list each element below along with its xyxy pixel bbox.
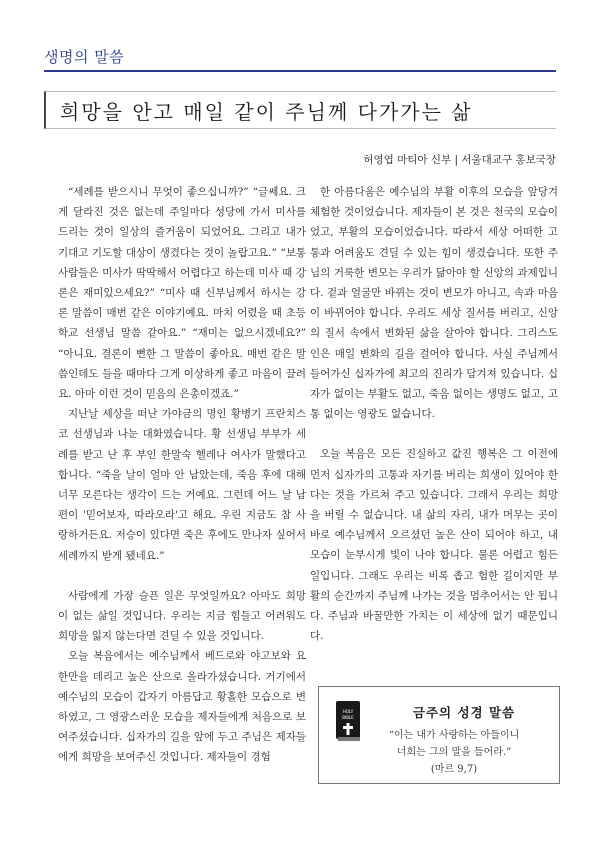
- paragraph: 오늘 복음에서는 예수님께서 베드로와 야고보와 요한만을 데리고 높은 산으로 올라가셨습니다. 거기에서 예수님의 모습이 갑자기 아름답고 황홀한 모습으로 변하였고, 그 영광스러운 모습을 제자들에게 처음으로 보여주셨습니다. 십자가의 길을 앞에 두고 주님은 제자들에게 희망을 보여주신 것입니다. 제자들이 경험: [58, 650, 306, 764]
- verse-box-title: 금주의 성경 말씀: [412, 705, 516, 720]
- author-byline: 허영엽 마티아 신부 | 서울대교구 홍보국장: [363, 154, 556, 166]
- verse-line: 너희는 그의 말을 들어라.”: [396, 747, 512, 758]
- header-divider: [44, 70, 556, 72]
- section-label: 생명의 말씀: [44, 48, 125, 66]
- title-bar: [44, 91, 556, 129]
- bible-cover-text: HOLY: [342, 709, 354, 714]
- verse-reference: (마르 9,7): [430, 764, 478, 775]
- left-column: [58, 182, 306, 768]
- paragraph: 오늘 복음은 모든 진실하고 값진 행복은 그 이전에 먼저 십자가의 고통과 자기를 버리는 희생이 있어야 한다는 것을 가르쳐 주고 있습니다. 그래서 우리는 희망을 버릴 수 없습니다. 내 삶의 자리, 내가 머무는 곳이 바로 예수님께서 오르셨던 높은 산이 되어야 하고, 내 모습이 눈부시게 빛이 나야 합니다. 물론 어렵고 힘든 일입니다. 그래도 우리는 비록 좁고 험한 길이지만 부활의 순간까지 주님께 나가는 것을 멈추어서는 안 됩니다. 주님과 바꿀만한 가치는 이 세상에 없기 때문입니다.: [310, 448, 558, 643]
- paragraph: 한 아름다움은 예수님의 부활 이후의 모습을 앞당겨 체험한 것이었습니다. 제자들이 본 것은 천국의 모습이었고, 부활의 모습이었습니다. 따라서 세상 어떠한 고통과 어려움도 견딜 수 있는 힘이 생겼습니다. 또한 주님의 거룩한 변모는 우리가 닮아야 할 신앙의 과제입니다. 겉과 얼굴만 바뀌는 것이 변모가 아니고, 속과 마음이 바뀌어야 합니다. 우리도 세상 질서를 버리고, 신앙의 질서 속에서 변화된 삶을 살아야 합니다. 그리스도인은 매일 변화의 길을 걸어야 합니다. 사실 주님께서 들어가신 십자가에 최고의 진리가 담겨져 있습니다. 십자가 없이는 부활도 없고, 죽음 없이는 생명도 없고, 고통 없이는 영광도 없습니다.: [310, 186, 558, 421]
- paragraph: “세례를 받으시니 무엇이 좋으십니까?” “글쎄요. 크게 달라진 것은 없는데 주일마다 성당에 가서 미사를 드리는 것이 일상의 즐거움이 되었어요. 그리고 내가 기대고 기도할 대상이 생겼다는 것이 놀랍고요.” “보통 사람들은 미사가 딱딱해서 어렵다고 하는데 미사 때 강론은 재미있으세요?” “미사 때 신부님께서 하시는 강론 말씀이 매번 같은 이야기예요. 마치 어렸을 때 초등학교 선생님 말씀 같아요.” “재미는 없으시겠네요?” “아니요. 결론이 뻔한 그 말씀이 좋아요. 매번 같은 말씀인데도 들을 때마다 그게 이상하게 좋고 마음이 끌려요. 아마 이런 것이 믿음의 은총이겠죠.”: [58, 186, 306, 401]
- verse-text: [359, 727, 549, 778]
- paragraph: 지난날 세상을 떠난 가야금의 명인 황병기 프란치스코 선생님과 나눈 대화였습니다. 황 선생님 부부가 세례를 받고 난 후 부인 한말숙 헬레나 여사가 말했다고 합니다. “죽을 날이 얼마 안 남았는데, 죽음 후에 대해 너무 모른다는 생각이 드는 거예요. 그런데 어느 날 남편이 '믿어보자, 따라오라'고 해요. 우린 지금도 참 사랑하거든요. 저승이 있다면 죽은 후에도 만나자 싶어서 세례까지 받게 됐네요.”: [58, 408, 306, 562]
- paragraph: 사람에게 가장 슬픈 일은 무엇일까요? 아마도 희망이 없는 삶일 것입니다. 우리는 지금 힘들고 어려워도 희망을 잃지 않는다면 견딜 수 있을 것입니다.: [58, 589, 306, 643]
- right-column: [310, 182, 558, 646]
- bible-cover-text: BIBLE: [342, 715, 354, 720]
- verse-line: “이는 내가 사랑하는 아들이니: [388, 730, 520, 741]
- weekly-verse-box: [318, 686, 560, 784]
- article-title: 희망을 안고 매일 같이 주님께 다가가는 삶: [60, 99, 473, 124]
